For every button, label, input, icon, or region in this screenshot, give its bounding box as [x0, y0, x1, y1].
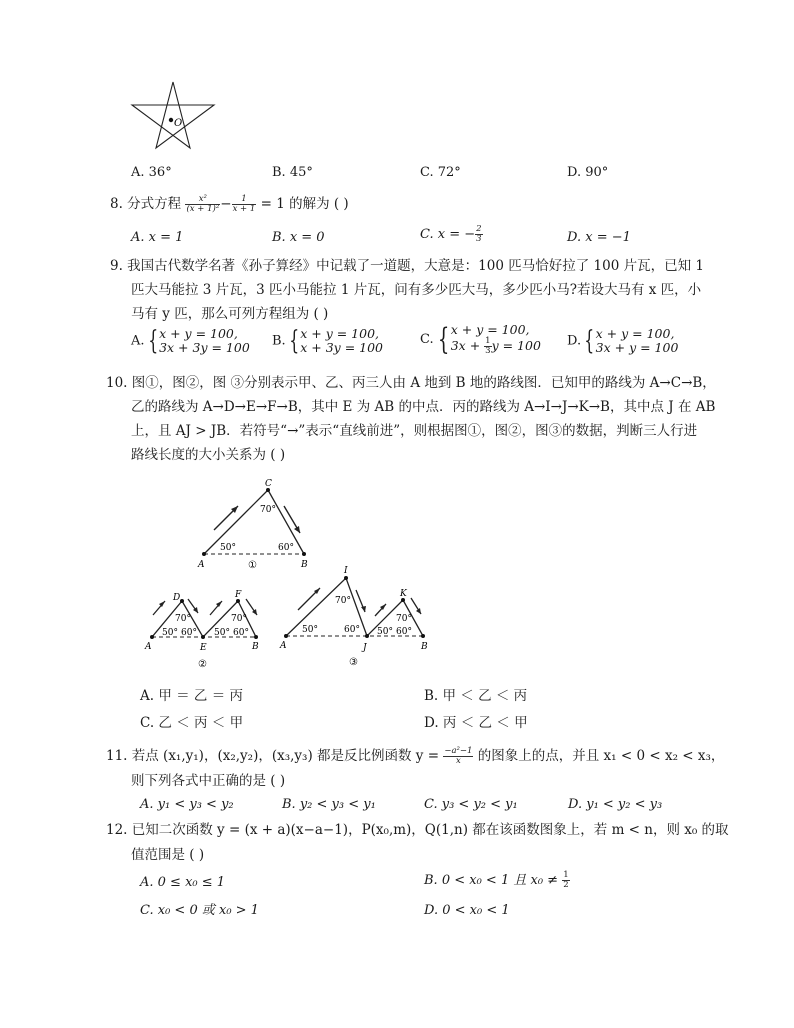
q11-line2: 则下列各式中正确的是 ( ) — [131, 773, 286, 789]
q8-frac1-num: x² — [185, 195, 220, 205]
q9-option-c-eq2b: y = 100 — [491, 338, 541, 353]
label-d: D — [173, 593, 181, 603]
route-figure-3 — [278, 560, 438, 670]
q9-option-c-frac-num: 1 — [485, 336, 491, 346]
q8-option-c-num: 2 — [476, 224, 482, 234]
label-b: B — [421, 642, 428, 652]
label-f: F — [235, 590, 242, 600]
q9-option-c-eq2a: 3x + — [450, 338, 481, 353]
angle-60: 60° — [233, 628, 249, 638]
q10-option-b: B. 甲 ＜ 乙 ＜ 丙 — [424, 688, 528, 704]
q10-option-c: C. 乙 ＜ 丙 ＜ 甲 — [140, 715, 244, 731]
q8-option-c — [420, 225, 483, 244]
point-b — [302, 552, 306, 556]
q8-suffix: = 1 的解为 ( ) — [260, 196, 349, 212]
angle-70: 70° — [335, 596, 351, 606]
label-i: I — [344, 566, 348, 576]
q8-stem — [110, 195, 349, 214]
q9-option-d-label: D. — [567, 333, 582, 349]
q8-frac1 — [185, 195, 220, 214]
q12-line1: 12. 已知二次函数 y = (x + a)(x−a−1)，P(x₀,m)，Q(1,n) 都在该函数图象上，若 m < n，则 x₀ 的取 — [106, 822, 729, 838]
path-ac — [204, 490, 268, 554]
route-figure-2 — [140, 585, 270, 670]
q10-option-a: A. 甲 ＝ 乙 ＝ 丙 — [140, 688, 243, 704]
angle-60: 60° — [278, 543, 294, 553]
label-b: B — [252, 642, 259, 652]
q9-option-d-eq2: 3x + y = 100 — [595, 340, 679, 355]
label-a: A — [198, 560, 205, 570]
point-d — [180, 599, 184, 603]
angle-50: 50° — [162, 628, 178, 638]
q8-option-b: B. x = 0 — [272, 230, 325, 245]
label-c: C — [265, 479, 272, 489]
q11-frac-num: −a²−1 — [444, 746, 473, 756]
q9-option-b — [272, 327, 383, 355]
q10-line3: 上，且 AJ > JB．若符号“→”表示“直线前进”，则根据图①，图②，图③的数据，判断三人行进 — [131, 423, 698, 439]
q12-option-c: C. x₀ < 0 或 x₀ > 1 — [140, 903, 259, 918]
q9-option-c-label: C. — [420, 332, 434, 347]
label-k: K — [400, 589, 407, 599]
q12-line2: 值范围是 ( ) — [131, 847, 205, 863]
q9-option-b-label: B. — [272, 333, 286, 349]
point-o — [169, 118, 173, 122]
q9-option-b-system — [300, 327, 383, 355]
caption-2: ② — [198, 659, 207, 670]
q9-option-d-eq1: x + y = 100, — [595, 326, 675, 341]
label-b: B — [301, 560, 308, 570]
angle-50: 50° — [377, 627, 393, 637]
q9-option-a — [131, 327, 250, 355]
angle-50: 50° — [302, 625, 318, 635]
q9-option-a-label: A. — [131, 333, 145, 349]
q9-option-c-eq2 — [451, 337, 541, 356]
q9-option-a-system — [159, 327, 250, 355]
q9-line3: 马有 y 匹，那么可列方程组为 ( ) — [131, 306, 329, 322]
angle-70: 70° — [260, 505, 276, 515]
q9-option-c-system — [451, 323, 541, 356]
q11-option-a: A. y₁ < y₃ < y₂ — [140, 797, 234, 812]
q9-option-d — [567, 327, 678, 355]
q10-line4: 路线长度的大小关系为 ( ) — [131, 447, 286, 463]
q9-line2: 匹大马能拉 3 片瓦，3 匹小马能拉 1 片瓦，问有多少匹大马，多少匹小马?若设大马有 x 匹，小 — [131, 282, 702, 298]
point-b — [254, 635, 258, 639]
q8-frac2-num: 1 — [232, 195, 257, 205]
q8-frac2-den: x + 1 — [232, 204, 256, 214]
q12-option-a: A. 0 ≤ x₀ ≤ 1 — [140, 875, 226, 890]
q12-option-b-text: B. 0 < x₀ < 1 且 x₀ ≠ — [424, 873, 559, 888]
point-e — [201, 635, 205, 639]
q11-frac-den: x — [456, 756, 461, 766]
q8-option-d: D. x = −1 — [567, 230, 631, 245]
label-a: A — [145, 642, 152, 652]
angle-60: 60° — [344, 625, 360, 635]
q9-option-b-eq2: x + 3y = 100 — [300, 340, 383, 355]
q12-option-b-den: 2 — [563, 880, 569, 890]
brace-icon: { — [584, 326, 595, 356]
q11-option-d: D. y₁ < y₂ < y₃ — [568, 797, 663, 812]
q11-option-b: B. y₂ < y₃ < y₁ — [282, 797, 376, 812]
q8-option-a: A. x = 1 — [131, 230, 184, 245]
q12-option-d: D. 0 < x₀ < 1 — [424, 903, 510, 918]
point-b — [421, 634, 425, 638]
q10-line2: 乙的路线为 A→D→E→F→B，其中 E 为 AB 的中点．丙的路线为 A→I→J→K→B，其中点 J 在 AB — [131, 399, 716, 415]
q12-option-b-frac — [562, 871, 569, 890]
q9-option-c-eq1: x + y = 100, — [450, 322, 530, 337]
q8-minus: − — [220, 196, 232, 212]
q11-prefix: 11. 若点 (x₁,y₁)，(x₂,y₂)，(x₃,y₃) 都是反比例函数 y = — [106, 748, 440, 764]
q10-option-d: D. 丙 ＜ 乙 ＜ 甲 — [424, 715, 528, 731]
q7-option-b: B. 45° — [272, 165, 313, 180]
caption-1: ① — [248, 560, 257, 571]
brace-icon: { — [147, 326, 158, 356]
q9-option-a-eq1: x + y = 100, — [159, 326, 238, 341]
label-j: J — [363, 643, 367, 653]
angle-70: 70° — [396, 614, 412, 624]
angle-50: 50° — [214, 628, 230, 638]
angle-70: 70° — [231, 614, 247, 624]
q9-line1: 9. 我国古代数学名著《孙子算经》中记载了一道题，大意是：100 匹马恰好拉了 100 片瓦，已知 1 — [110, 258, 704, 274]
q9-option-c-frac-den: 3 — [485, 346, 491, 356]
star-figure — [128, 78, 218, 153]
label-a: A — [280, 641, 287, 651]
q11-frac — [443, 747, 473, 766]
q7-option-a: A. 36° — [131, 165, 172, 180]
q8-option-c-frac — [475, 225, 482, 244]
route-figure-1 — [190, 478, 320, 573]
q12-option-b — [424, 871, 570, 890]
point-a — [284, 634, 288, 638]
q8-frac2 — [232, 195, 257, 214]
q7-option-d: D. 90° — [567, 165, 609, 180]
angle-60: 60° — [396, 627, 412, 637]
q9-option-b-eq1: x + y = 100, — [300, 326, 380, 341]
q8-option-c-den: 3 — [476, 234, 482, 244]
q9-option-d-system — [596, 327, 679, 355]
brace-icon: { — [288, 326, 299, 356]
q11-option-c: C. y₃ < y₂ < y₁ — [424, 797, 518, 812]
q8-prefix: 8. 分式方程 — [110, 196, 182, 212]
q9-option-c — [420, 323, 541, 356]
q8-frac1-den: (x + 1)² — [186, 204, 220, 214]
q10-line1: 10. 图①，图②，图 ③分别表示甲、乙、丙三人由 A 地到 B 地的路线图．已知甲的路线为 A→C→B， — [106, 375, 716, 391]
angle-70: 70° — [175, 614, 191, 624]
q12-option-b-num: 1 — [563, 870, 569, 880]
caption-3: ③ — [349, 657, 358, 668]
q9-option-c-frac — [484, 337, 491, 356]
q9-option-a-eq2: 3x + 3y = 100 — [159, 340, 250, 355]
point-a — [150, 635, 154, 639]
q11-stem — [106, 747, 724, 766]
angle-60: 60° — [181, 628, 197, 638]
label-e: E — [200, 643, 207, 653]
q7-option-c: C. 72° — [420, 165, 461, 180]
angle-50: 50° — [220, 543, 236, 553]
label-o: O — [174, 118, 183, 129]
q8-option-c-text: C. x = − — [420, 227, 476, 242]
point-a — [202, 552, 206, 556]
point-j — [365, 634, 369, 638]
q11-suffix: 的图象上的点，并且 x₁ < 0 < x₂ < x₃， — [477, 748, 725, 764]
brace-icon: { — [437, 321, 449, 357]
star-outline — [132, 82, 214, 148]
point-i — [344, 576, 348, 580]
